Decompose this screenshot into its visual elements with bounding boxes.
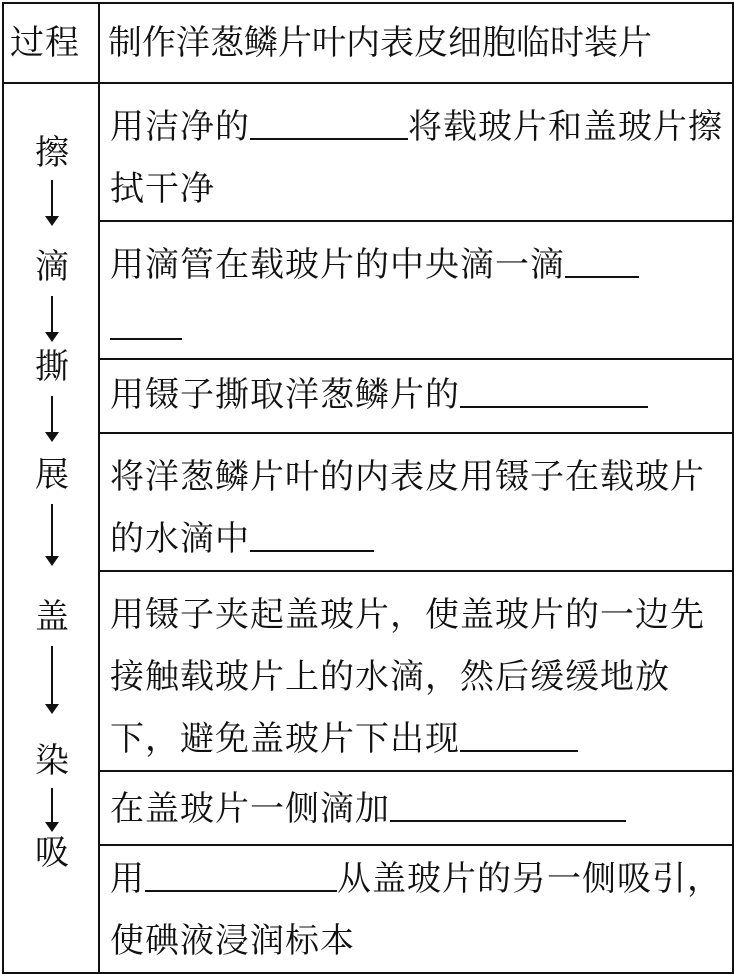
table-row bbox=[3, 845, 733, 973]
experiment-table bbox=[2, 2, 734, 974]
table-header-row bbox=[3, 3, 733, 83]
step-zhan: 展 bbox=[35, 455, 69, 495]
step-gai: 盖 bbox=[35, 597, 69, 637]
table-row bbox=[3, 571, 733, 771]
row-zhan-cell bbox=[99, 433, 733, 571]
down-arrow-icon bbox=[51, 504, 53, 564]
step-xi: 吸 bbox=[35, 833, 69, 873]
table-row bbox=[3, 83, 733, 221]
row-xi-before: 用 bbox=[110, 859, 145, 899]
answer-blank[interactable] bbox=[110, 308, 182, 340]
down-arrow-icon bbox=[51, 296, 53, 340]
row-ca-cell bbox=[99, 83, 733, 221]
step-si: 撕 bbox=[35, 347, 69, 387]
row-gai-text bbox=[100, 572, 732, 770]
row-ca-before: 用洁净的 bbox=[110, 107, 250, 147]
down-arrow-icon bbox=[51, 646, 53, 712]
answer-blank[interactable] bbox=[250, 108, 408, 140]
process-column bbox=[3, 83, 99, 973]
row-ran-cell bbox=[99, 771, 733, 845]
down-arrow-icon bbox=[51, 180, 53, 224]
row-xi-text bbox=[100, 846, 732, 972]
row-xi-cell bbox=[99, 845, 733, 973]
row-di-cell bbox=[99, 221, 733, 359]
row-si-text bbox=[100, 360, 732, 426]
down-arrow-icon bbox=[51, 788, 53, 830]
row-gai-before: 用镊子夹起盖玻片，使盖玻片的一边先接触载玻片上的水滴，然后缓缓地放下，避免盖玻片下出现 bbox=[110, 595, 705, 759]
step-di: 滴 bbox=[35, 247, 69, 287]
row-ca-after: 将载玻片和盖玻片擦拭干净 bbox=[110, 107, 723, 209]
table-row bbox=[3, 771, 733, 845]
answer-blank[interactable] bbox=[460, 376, 648, 408]
down-arrow-icon bbox=[51, 396, 53, 440]
row-zhan-text bbox=[100, 434, 732, 570]
table-row bbox=[3, 221, 733, 359]
header-process: 过程 bbox=[3, 3, 99, 83]
row-gai-cell bbox=[99, 571, 733, 771]
header-title: 制作洋葱鳞片叶内表皮细胞临时装片 bbox=[99, 3, 733, 83]
answer-blank[interactable] bbox=[460, 720, 578, 752]
table-row bbox=[3, 359, 733, 433]
answer-blank[interactable] bbox=[390, 790, 626, 822]
row-di-text bbox=[100, 222, 732, 358]
answer-blank[interactable] bbox=[145, 860, 337, 892]
step-ca: 擦 bbox=[35, 133, 69, 173]
step-ran: 染 bbox=[35, 741, 69, 781]
row-zhan-before: 将洋葱鳞片叶的内表皮用镊子在载玻片的水滴中 bbox=[110, 457, 705, 559]
row-xi-after: 从盖玻片的另一侧吸引，使碘液浸润标本 bbox=[110, 859, 722, 961]
table-row bbox=[3, 433, 733, 571]
experiment-table-sheet bbox=[2, 2, 732, 961]
row-di-before: 用滴管在载玻片的中央滴一滴 bbox=[110, 245, 565, 285]
row-si-before: 用镊子撕取洋葱鳞片的 bbox=[110, 375, 460, 415]
row-ran-text bbox=[100, 772, 732, 840]
row-ran-before: 在盖玻片一侧滴加 bbox=[110, 789, 390, 829]
row-ca-text bbox=[100, 84, 732, 220]
process-steps bbox=[4, 84, 100, 913]
answer-blank[interactable] bbox=[565, 246, 639, 278]
row-si-cell bbox=[99, 359, 733, 433]
answer-blank[interactable] bbox=[250, 520, 374, 552]
